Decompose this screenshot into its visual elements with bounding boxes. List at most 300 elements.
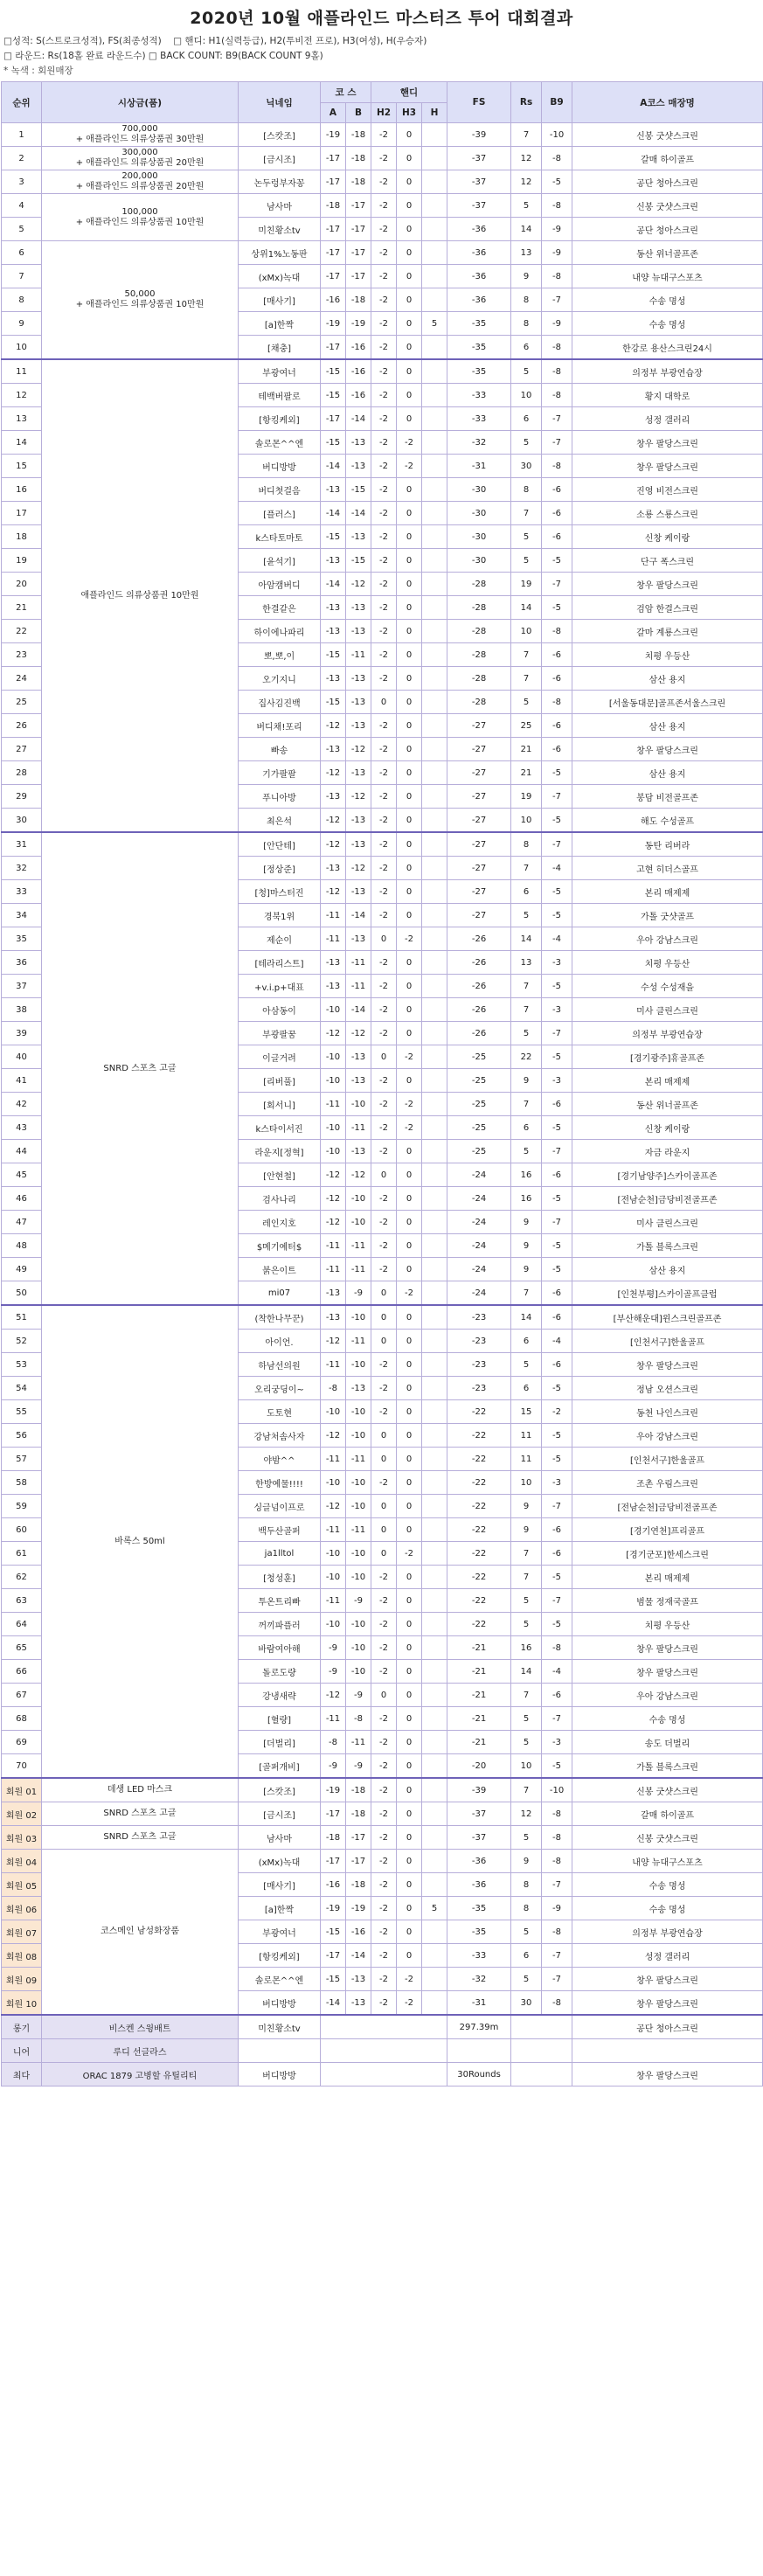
prize-cell: 코스메인 남성화장품 [42,1850,239,2016]
course-b-cell: -13 [346,1991,371,2016]
rs-cell: 16 [511,1636,542,1660]
course-b-cell: -13 [346,761,371,785]
nickname-cell: [청]마스터진 [239,880,321,904]
rs-cell: 8 [511,288,542,312]
rs-cell: 14 [511,596,542,620]
venue-cell: [경기군포]한세스크린 [572,1542,763,1566]
rank-cell: 36 [2,951,42,975]
rs-cell: 8 [511,312,542,336]
course-a-cell: -15 [321,1920,346,1944]
h3-cell: 0 [397,1163,422,1187]
h2-cell: -2 [371,1778,397,1802]
rank-cell: 13 [2,407,42,431]
h3-cell: 0 [397,573,422,596]
course-a-cell: -15 [321,691,346,714]
h3-cell: 0 [397,194,422,218]
rank-cell: 회원 07 [2,1920,42,1944]
rs-cell: 9 [511,1211,542,1234]
course-b-cell: -10 [346,1495,371,1518]
h-cell [422,1802,447,1826]
fs-cell: -22 [447,1613,511,1636]
course-b-cell: -18 [346,147,371,170]
course-a-cell: -9 [321,1660,346,1684]
h2-cell: -2 [371,194,397,218]
h2-cell: 0 [371,1281,397,1306]
table-row [2,832,763,857]
nickname-cell: 푸니아방 [239,785,321,809]
rs-cell: 5 [511,359,542,384]
fs-cell: -27 [447,904,511,927]
course-b-cell: -18 [346,123,371,147]
rs-cell: 7 [511,1542,542,1566]
fs-cell: -33 [447,407,511,431]
venue-cell: 삼산 용지 [572,761,763,785]
h2-cell: -2 [371,904,397,927]
course-a-cell: -8 [321,1731,346,1754]
b9-cell: -4 [542,1660,572,1684]
venue-cell: 내양 뉴대구스포츠 [572,265,763,288]
h-cell [422,667,447,691]
course-a-cell: -12 [321,1495,346,1518]
h3-cell: -2 [397,1093,422,1116]
course-a-cell: -13 [321,549,346,573]
rank-cell: 45 [2,1163,42,1187]
course-b-cell: -11 [346,951,371,975]
fs-cell: -35 [447,1897,511,1920]
b9-cell: -3 [542,1069,572,1093]
course-b-cell: -10 [346,1660,371,1684]
h2-cell: -2 [371,951,397,975]
course-b-cell: -10 [346,1187,371,1211]
b9-cell: -5 [542,549,572,573]
h-cell [422,620,447,643]
h-cell [422,1495,447,1518]
course-b-cell: -16 [346,359,371,384]
rs-cell: 6 [511,1116,542,1140]
fs-cell: -22 [447,1448,511,1471]
rank-cell: 30 [2,809,42,833]
venue-cell: 공단 청아스크린 [572,218,763,241]
h-cell [422,596,447,620]
rank-cell: 21 [2,596,42,620]
fs-cell: -24 [447,1281,511,1306]
h-cell [422,832,447,857]
fs-cell: -27 [447,832,511,857]
nickname-cell: 테백버팔로 [239,384,321,407]
course-a-cell: -11 [321,1707,346,1731]
h2-cell: 0 [371,1330,397,1353]
h3-cell: 0 [397,1353,422,1377]
h2-cell: -2 [371,667,397,691]
course-b-cell: -17 [346,1826,371,1850]
course-a-cell: -11 [321,1353,346,1377]
h-cell [422,951,447,975]
table-row [2,1850,763,1873]
course-b-cell: -13 [346,1069,371,1093]
h-cell: 5 [422,1897,447,1920]
h3-cell: -2 [397,1968,422,1991]
h2-cell: -2 [371,857,397,880]
rank-cell: 57 [2,1448,42,1471]
header-course-a: A [321,103,346,123]
b9-cell: -5 [542,1234,572,1258]
nickname-cell: [매사기] [239,1873,321,1897]
venue-cell: 미사 클린스크린 [572,998,763,1022]
h-cell [422,1258,447,1281]
nickname-cell: 버디방방 [239,1991,321,2016]
rs-cell: 5 [511,431,542,455]
rs-cell: 6 [511,407,542,431]
nickname-cell: 야밤^^ [239,1448,321,1471]
h-cell [422,1471,447,1495]
h-cell [422,1305,447,1330]
h3-cell: -2 [397,455,422,478]
h-cell [422,218,447,241]
h-cell [422,549,447,573]
rank-cell: 55 [2,1400,42,1424]
table-row [2,241,763,265]
b9-cell: -8 [542,1826,572,1850]
venue-cell: 창우 팔당스크린 [572,431,763,455]
b9-cell: -8 [542,691,572,714]
h3-cell: 0 [397,714,422,738]
rank-cell: 61 [2,1542,42,1566]
b9-cell: -9 [542,312,572,336]
course-b-cell: -16 [346,336,371,360]
nickname-cell: 논두렁부자꽁 [239,170,321,194]
h2-cell: -2 [371,596,397,620]
course-b-cell: -13 [346,691,371,714]
h-cell [422,1140,447,1163]
h-cell [422,1424,447,1448]
h3-cell: 0 [397,1518,422,1542]
h-cell [422,1731,447,1754]
table-row [2,147,763,170]
rank-cell: 37 [2,975,42,998]
fs-cell: -36 [447,265,511,288]
venue-cell: [경기연천]프리골프 [572,1518,763,1542]
h2-cell: -2 [371,880,397,904]
course-a-cell: -15 [321,384,346,407]
h2-cell: 0 [371,1518,397,1542]
h2-cell: -2 [371,359,397,384]
h2-cell: 0 [371,1542,397,1566]
rank-cell: 22 [2,620,42,643]
special-course-cell [321,2063,447,2086]
nickname-cell: ja1lltol [239,1542,321,1566]
h2-cell: -2 [371,170,397,194]
course-b-cell: -18 [346,288,371,312]
course-b-cell: -15 [346,478,371,502]
nickname-cell: 아삼동이 [239,998,321,1022]
venue-cell: 내양 뉴대구스포츠 [572,1850,763,1873]
rank-cell: 46 [2,1187,42,1211]
special-course-cell [321,2039,447,2063]
h-cell [422,502,447,525]
special-venue-cell [572,2039,763,2063]
b9-cell: -5 [542,1377,572,1400]
special-venue-cell: 창우 팔당스크린 [572,2063,763,2086]
course-a-cell: -10 [321,1069,346,1093]
h2-cell: -2 [371,384,397,407]
fs-cell: -30 [447,502,511,525]
header-h2: H2 [371,103,397,123]
rs-cell: 21 [511,761,542,785]
h-cell [422,691,447,714]
venue-cell: 본리 매제제 [572,880,763,904]
course-a-cell: -17 [321,241,346,265]
course-b-cell: -13 [346,832,371,857]
course-a-cell: -9 [321,1636,346,1660]
h3-cell: 0 [397,478,422,502]
venue-cell: 동천 나인스크린 [572,1400,763,1424]
rs-cell: 14 [511,218,542,241]
header-handicap: 핸디 [371,82,447,103]
h2-cell: 0 [371,1163,397,1187]
b9-cell: -5 [542,1424,572,1448]
rs-cell: 5 [511,1613,542,1636]
rs-cell: 9 [511,1069,542,1093]
course-b-cell: -18 [346,1873,371,1897]
h-cell [422,1850,447,1873]
b9-cell: -7 [542,1022,572,1045]
legend-score: □성적: S(스트로크성적), FS(최종성적) [3,36,162,46]
fs-cell: -25 [447,1069,511,1093]
b9-cell: -8 [542,1991,572,2016]
h2-cell: 0 [371,1305,397,1330]
fs-cell: -35 [447,1920,511,1944]
h-cell [422,643,447,667]
h3-cell: 0 [397,1731,422,1754]
nickname-cell: [리버풀] [239,1069,321,1093]
rank-cell: 회원 10 [2,1991,42,2016]
course-b-cell: -15 [346,549,371,573]
h3-cell: 0 [397,1754,422,1779]
rank-cell: 33 [2,880,42,904]
course-b-cell: -10 [346,1542,371,1566]
b9-cell: -7 [542,1495,572,1518]
h3-cell: 0 [397,1636,422,1660]
fs-cell: -27 [447,738,511,761]
fs-cell: -32 [447,1968,511,1991]
h2-cell: 0 [371,691,397,714]
b9-cell: -8 [542,455,572,478]
rank-cell: 69 [2,1731,42,1754]
nickname-cell: 검사나리 [239,1187,321,1211]
course-b-cell: -19 [346,312,371,336]
rank-cell: 44 [2,1140,42,1163]
fs-cell: -27 [447,714,511,738]
h2-cell: -2 [371,288,397,312]
course-a-cell: -17 [321,1802,346,1826]
rank-cell: 12 [2,384,42,407]
fs-cell: -22 [447,1518,511,1542]
fs-cell: -22 [447,1566,511,1589]
h2-cell: -2 [371,407,397,431]
special-value-cell: 297.39m [447,2015,511,2039]
venue-cell: 송도 더벌리 [572,1731,763,1754]
h2-cell: -2 [371,1968,397,1991]
course-a-cell: -11 [321,1589,346,1613]
h-cell [422,1778,447,1802]
fs-cell: -22 [447,1589,511,1613]
venue-cell: 삼산 용지 [572,714,763,738]
h-cell [422,1518,447,1542]
rs-cell: 9 [511,265,542,288]
nickname-cell: [정상준] [239,857,321,880]
course-b-cell: -10 [346,1613,371,1636]
course-a-cell: -11 [321,1258,346,1281]
nickname-cell: 부광여너 [239,359,321,384]
course-b-cell: -10 [346,1305,371,1330]
h3-cell: 0 [397,1778,422,1802]
rs-cell: 7 [511,502,542,525]
rank-cell: 1 [2,123,42,147]
course-b-cell: -10 [346,1566,371,1589]
nickname-cell: 한결같은 [239,596,321,620]
nickname-cell: 레인지호 [239,1211,321,1234]
b9-cell: -8 [542,1636,572,1660]
b9-cell: -6 [542,714,572,738]
venue-cell: 창우 팔당스크린 [572,738,763,761]
fs-cell: -22 [447,1471,511,1495]
course-b-cell: -11 [346,1234,371,1258]
b9-cell: -8 [542,265,572,288]
h2-cell: -2 [371,1566,397,1589]
rs-cell: 9 [511,1234,542,1258]
h3-cell: 0 [397,218,422,241]
fs-cell: -22 [447,1542,511,1566]
course-b-cell: -13 [346,455,371,478]
course-a-cell: -18 [321,1826,346,1850]
h-cell [422,1234,447,1258]
venue-cell: 우아 강남스크린 [572,1684,763,1707]
rs-cell: 19 [511,573,542,596]
course-a-cell: -17 [321,265,346,288]
course-b-cell: -10 [346,1636,371,1660]
b9-cell: -7 [542,1140,572,1163]
h-cell [422,1377,447,1400]
h2-cell: -2 [371,1873,397,1897]
h2-cell: -2 [371,431,397,455]
b9-cell: -6 [542,1163,572,1187]
rank-cell: 회원 08 [2,1944,42,1968]
prize-cell: 100,000 + 애플라인드 의류상품권 10만원 [42,194,239,241]
venue-cell: 창우 팔당스크린 [572,1636,763,1660]
nickname-cell: 꺼끼파플러 [239,1613,321,1636]
rank-cell: 29 [2,785,42,809]
course-a-cell: -14 [321,502,346,525]
b9-cell: -9 [542,241,572,265]
course-a-cell: -16 [321,1873,346,1897]
rank-cell: 25 [2,691,42,714]
course-a-cell: -13 [321,738,346,761]
course-a-cell: -11 [321,904,346,927]
h2-cell: -2 [371,1802,397,1826]
b9-cell: -6 [542,1684,572,1707]
rank-cell: 28 [2,761,42,785]
venue-cell: 성정 갤러리 [572,407,763,431]
nickname-cell: 솔로몬^^엔 [239,1968,321,1991]
venue-cell: 단구 폭스크린 [572,549,763,573]
b9-cell: -7 [542,785,572,809]
b9-cell: -8 [542,194,572,218]
nickname-cell: [금시조] [239,1802,321,1826]
course-b-cell: -9 [346,1281,371,1306]
course-a-cell: -17 [321,336,346,360]
b9-cell: -6 [542,525,572,549]
table-row [2,170,763,194]
rs-cell: 7 [511,1093,542,1116]
rank-cell: 64 [2,1613,42,1636]
course-b-cell: -13 [346,620,371,643]
rs-cell: 11 [511,1448,542,1471]
legend-line-3: * 녹색 : 회원매장 [3,66,73,76]
h3-cell: 0 [397,1211,422,1234]
rank-cell: 24 [2,667,42,691]
course-a-cell: -10 [321,1400,346,1424]
nickname-cell: +v.i.p+대표 [239,975,321,998]
course-b-cell: -13 [346,880,371,904]
header-rs: Rs [511,82,542,123]
nickname-cell: [회서니] [239,1093,321,1116]
venue-cell: 삼산 용지 [572,1258,763,1281]
course-b-cell: -14 [346,502,371,525]
rank-cell: 66 [2,1660,42,1684]
b9-cell: -7 [542,573,572,596]
course-b-cell: -13 [346,1045,371,1069]
rank-cell: 70 [2,1754,42,1779]
fs-cell: -25 [447,1093,511,1116]
course-a-cell: -11 [321,1093,346,1116]
h3-cell: 0 [397,1826,422,1850]
h3-cell: 0 [397,857,422,880]
course-a-cell: -14 [321,1991,346,2016]
table-header [2,82,763,123]
prize-cell: SNRD 스포츠 고글 [42,1826,239,1850]
h-cell [422,975,447,998]
course-a-cell: -13 [321,975,346,998]
rs-cell: 10 [511,809,542,833]
course-a-cell: -15 [321,643,346,667]
course-b-cell: -13 [346,1140,371,1163]
special-award-row [2,2015,763,2039]
h2-cell: -2 [371,1140,397,1163]
table-body [2,123,763,2086]
b9-cell: -5 [542,170,572,194]
venue-cell: 창우 팔당스크린 [572,1660,763,1684]
prize-cell: 50,000 + 애플라인드 의류상품권 10만원 [42,241,239,360]
h2-cell: -2 [371,809,397,833]
venue-cell: [인천부평]스카이골프클럽 [572,1281,763,1306]
legend-handicap: □ 핸디: H1(실력등급), H2(투비전 프로), H3(여성), H(우승자) [173,36,427,46]
course-a-cell: -14 [321,573,346,596]
h-cell [422,123,447,147]
special-nickname-cell: 미친황소tv [239,2015,321,2039]
venue-cell: 치평 우등산 [572,643,763,667]
h2-cell: -2 [371,1850,397,1873]
fs-cell: -24 [447,1163,511,1187]
fs-cell: -28 [447,667,511,691]
h-cell [422,1163,447,1187]
rank-cell: 2 [2,147,42,170]
h2-cell: -2 [371,1613,397,1636]
h-cell [422,927,447,951]
rs-cell: 30 [511,455,542,478]
fs-cell: -35 [447,359,511,384]
course-a-cell: -11 [321,1234,346,1258]
venue-cell: 수성 수성재을 [572,975,763,998]
